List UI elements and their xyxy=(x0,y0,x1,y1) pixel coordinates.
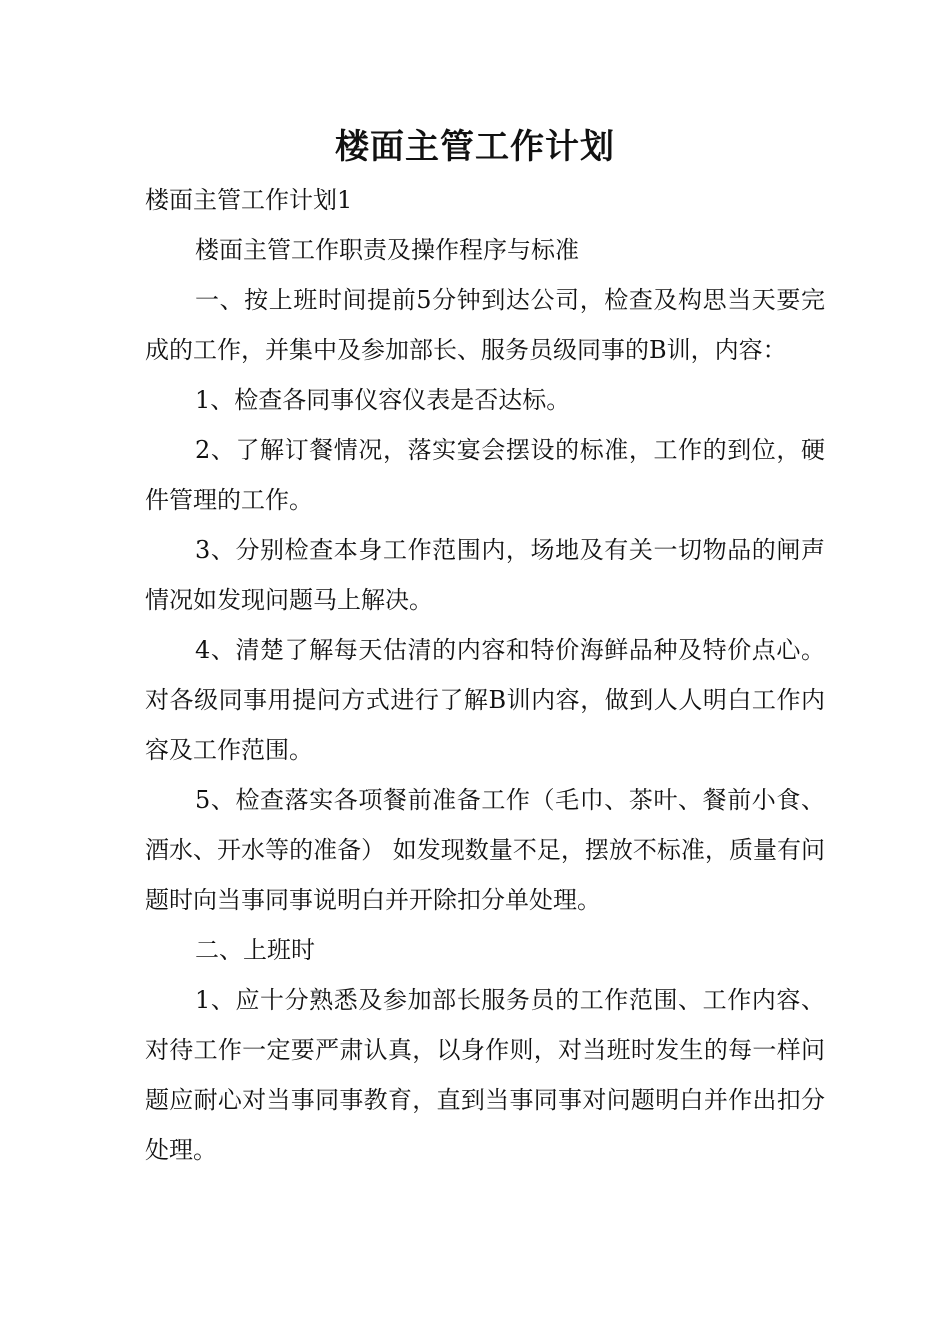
paragraph-item-4: 4、清楚了解每天估清的内容和特价海鲜品种及特价点心。对各级同事用提问方式进行了解B训内容，做到人人明白工作内容及工作范围。 xyxy=(145,636,825,764)
paragraph-item-2: 2、了解订餐情况，落实宴会摆设的标准，工作的到位，硬件管理的工作。 xyxy=(145,436,825,514)
paragraph-item-5: 5、检查落实各项餐前准备工作（毛巾、茶叶、餐前小食、酒水、开水等的准备） 如发现数量不足，摆放不标准，质量有问题时向当事同事说明白并开除扣分单处理。 xyxy=(145,786,825,914)
paragraph-section-two: 二、上班时 xyxy=(195,936,315,964)
document-title: 楼面主管工作计划 xyxy=(335,127,615,167)
paragraph-item-3: 3、分别检查本身工作范围内，场地及有关一切物品的闸声情况如发现问题马上解决。 xyxy=(145,536,825,614)
paragraph-section-two-item-1: 1、应十分熟悉及参加部长服务员的工作范围、工作内容、对待工作一定要严肃认真，以身作则，对当班时发生的每一样问题应耐心对当事同事教育，直到当事同事对问题明白并作出扣分处理。 xyxy=(145,986,825,1164)
paragraph-item-1: 1、检查各同事仪容仪表是否达标。 xyxy=(195,386,571,414)
paragraph-heading: 楼面主管工作职责及操作程序与标准 xyxy=(195,236,579,264)
document-body xyxy=(145,175,825,1175)
document-subtitle: 楼面主管工作计划1 xyxy=(145,186,353,214)
paragraph-section-one: 一、按上班时间提前5分钟到达公司，检查及构思当天要完成的工作，并集中及参加部长、服务员级同事的B训，内容： xyxy=(145,286,825,364)
